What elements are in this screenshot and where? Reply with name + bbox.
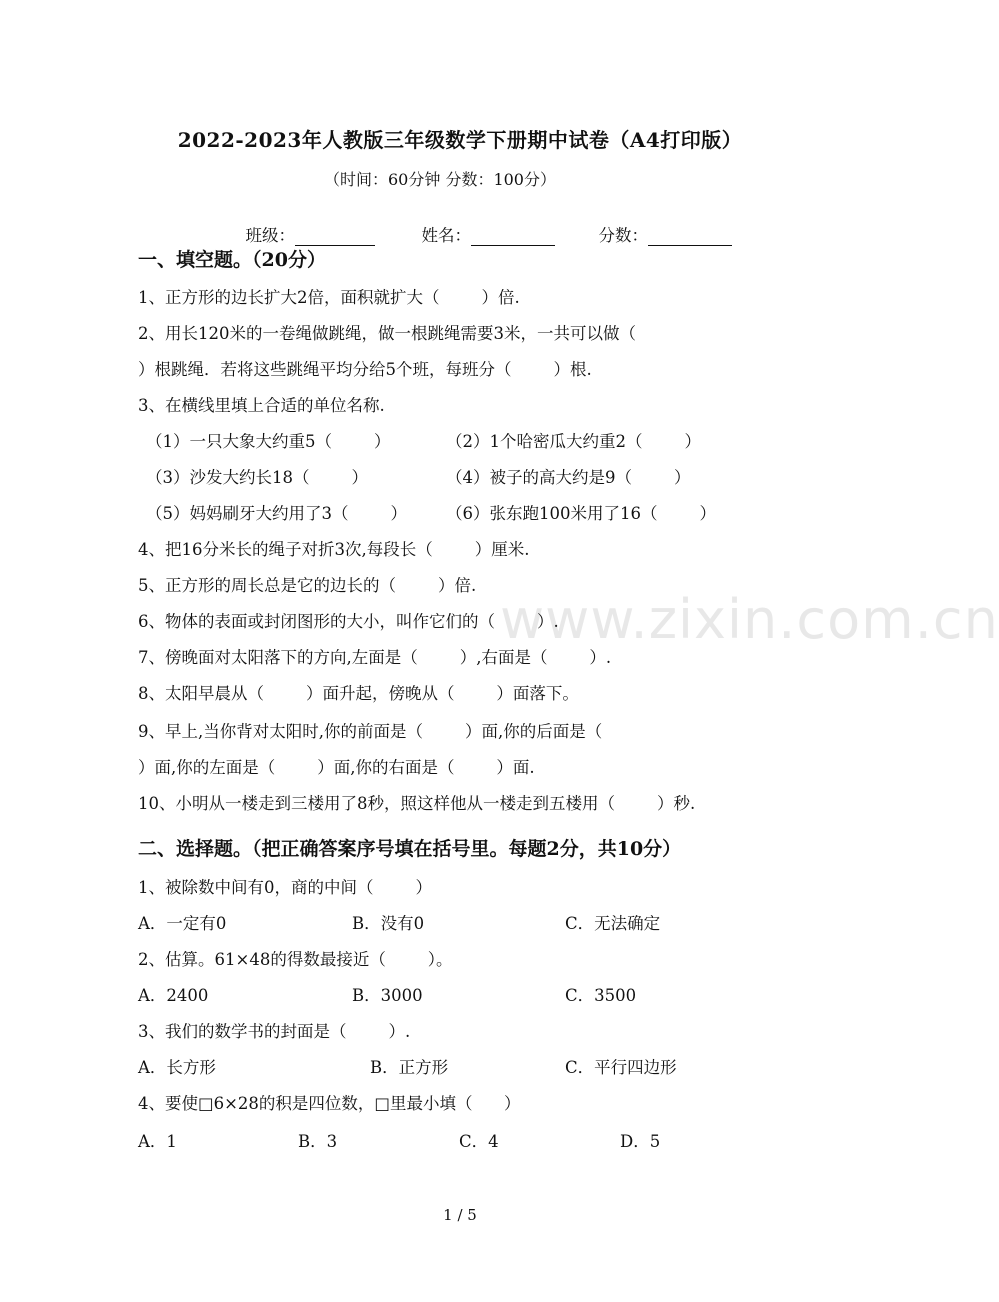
page-number: 1 / 5: [443, 1206, 477, 1224]
s1-q3-item-2: （2）1个哈密瓜大约重2（ ）: [446, 432, 701, 451]
s2-q3-option-b: B．正方形: [370, 1058, 449, 1077]
s1-q3-item-1: （1）一只大象大约重5（ ）: [146, 432, 391, 451]
s1-q3-item-4: （4）被子的高大约是9（ ）: [446, 468, 691, 487]
s2-question-1: 1、被除数中间有0，商的中间（ ）: [138, 878, 432, 897]
class-blank[interactable]: [295, 227, 375, 246]
s1-question-2-line1: 2、用长120米的一卷绳做跳绳，做一根跳绳需要3米，一共可以做（: [138, 324, 636, 343]
s1-question-9-line2: ）面,你的左面是（ ）面,你的右面是（ ）面.: [138, 758, 535, 777]
s2-q3-option-c: C．平行四边形: [565, 1058, 677, 1077]
s2-q4-option-a: A．1: [138, 1132, 177, 1151]
section1-heading: 一、填空题。（20分）: [138, 249, 326, 271]
s2-q1-option-a: A．一定有0: [138, 914, 227, 933]
s1-question-6: 6、物体的表面或封闭图形的大小，叫作它们的（ ）.: [138, 612, 559, 631]
s2-q1-option-c: C．无法确定: [565, 914, 661, 933]
score-field: [567, 203, 732, 265]
s2-q2-option-c: C．3500: [565, 986, 637, 1005]
watermark: www.zixin.com.cn: [500, 588, 999, 651]
s2-q2-option-a: A．2400: [138, 986, 209, 1005]
s1-question-7: 7、傍晚面对太阳落下的方向,左面是（ ）,右面是（ ）.: [138, 648, 612, 667]
score-label: 分数：: [598, 226, 648, 245]
name-label: 姓名：: [421, 226, 471, 245]
s1-q3-item-3: （3）沙发大约长18（ ）: [146, 468, 368, 487]
s1-question-4: 4、把16分米长的绳子对折3次,每段长（ ）厘米.: [138, 540, 530, 559]
section2-heading: 二、选择题。（把正确答案序号填在括号里。每题2分，共10分）: [138, 838, 682, 860]
s2-question-2: 2、估算。61×48的得数最接近（ ）。: [138, 950, 453, 969]
s2-q4-option-c: C．4: [459, 1132, 499, 1151]
s1-question-2-line2: ）根跳绳．若将这些跳绳平均分给5个班，每班分（ ）根.: [138, 360, 592, 379]
s1-question-10: 10、小明从一楼走到三楼用了8秒，照这样他从一楼走到五楼用（ ）秒.: [138, 794, 696, 813]
s2-q4-option-d: D．5: [620, 1132, 661, 1151]
s2-question-3: 3、我们的数学书的封面是（ ）.: [138, 1022, 411, 1041]
s2-q2-option-b: B．3000: [352, 986, 423, 1005]
s2-q3-option-a: A．长方形: [138, 1058, 216, 1077]
exam-subtitle: （时间：60分钟 分数：100分）: [324, 170, 556, 189]
class-label: 班级：: [245, 226, 295, 245]
score-blank[interactable]: [648, 227, 732, 246]
s2-q4-option-b: B．3: [298, 1132, 338, 1151]
s1-question-5: 5、正方形的周长总是它的边长的（ ）倍.: [138, 576, 477, 595]
s2-question-4: 4、要使□6×28的积是四位数，□里最小填（ ）: [138, 1094, 521, 1113]
s1-question-3: 3、在横线里填上合适的单位名称.: [138, 396, 385, 415]
s1-q3-item-6: （6）张东跑100米用了16（ ）: [446, 504, 716, 523]
s2-q1-option-b: B．没有0: [352, 914, 425, 933]
s1-question-1: 1、正方形的边长扩大2倍，面积就扩大（ ）倍.: [138, 288, 520, 307]
s1-q3-item-5: （5）妈妈刷牙大约用了3（ ）: [146, 504, 407, 523]
page-title: 2022-2023年人教版三年级数学下册期中试卷（A4打印版）: [177, 128, 743, 152]
name-field: [390, 203, 555, 265]
name-blank[interactable]: [471, 227, 555, 246]
s1-question-9-line1: 9、早上,当你背对太阳时,你的前面是（ ）面,你的后面是（: [138, 722, 603, 741]
s1-question-8: 8、太阳早晨从（ ）面升起，傍晚从（ ）面落下。: [138, 684, 579, 703]
